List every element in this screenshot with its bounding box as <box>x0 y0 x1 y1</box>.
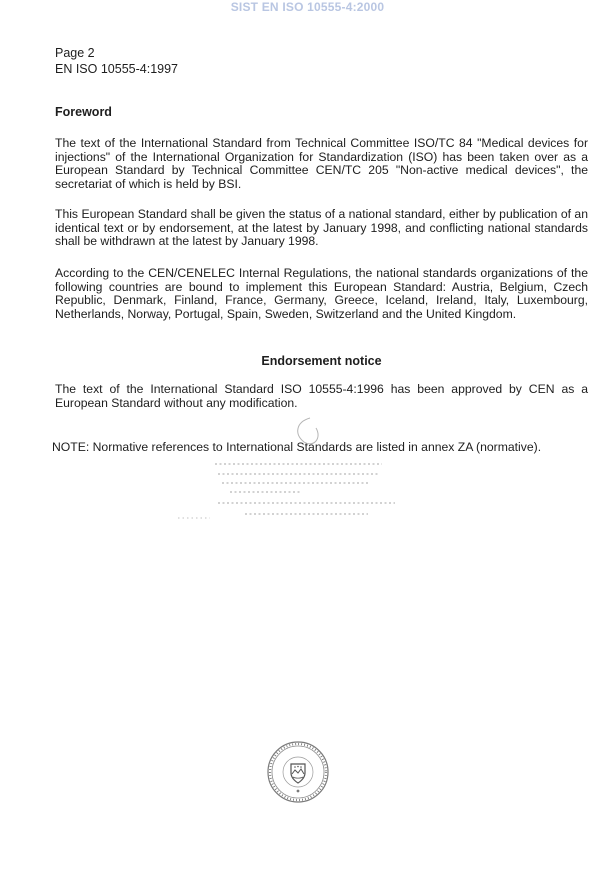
foreword-heading: Foreword <box>55 105 112 119</box>
document-watermark: SIST EN ISO 10555-4:2000 <box>230 0 385 14</box>
official-seal-icon <box>266 740 330 804</box>
foreword-paragraph-2: This European Standard shall be given the status of a national standard, either by publication of an identical text or by endorsement, at the latest by January 1998, and conflicting national standards shall be withdrawn at the latest by January 1998. <box>55 207 588 249</box>
endorsement-paragraph: The text of the International Standard ISO 10555-4:1996 has been approved by CEN as a European Standard without any modification. <box>55 382 588 410</box>
faint-library-stamp <box>170 412 410 522</box>
normative-note: NOTE: Normative references to International Standards are listed in annex ZA (normative). <box>52 440 542 454</box>
endorsement-heading: Endorsement notice <box>261 354 382 368</box>
page-number: Page 2 <box>55 46 95 60</box>
page-header <box>55 45 178 77</box>
foreword-paragraph-3: According to the CEN/CENELEC Internal Regulations, the national standards organizations of the following countries are bound to implement this European Standard: Austria, Belgium, Czech Republic, Denmark, Finland, France, Germany, Greece, Iceland, Ireland, Italy, Luxembourg, Netherlands, Norway, Portugal, Spain, Sweden, Switzerland and the United Kingdom. <box>55 266 588 321</box>
standard-reference: EN ISO 10555-4:1997 <box>55 62 178 76</box>
foreword-paragraph-1: The text of the International Standard from Technical Committee ISO/TC 84 "Medical devices for injections" of the International Organization for Standardization (ISO) has been taken over as a European Standard by Technical Committee CEN/TC 205 "Non-active medical devices", the secretariat of which is held by BSI. <box>55 136 588 191</box>
